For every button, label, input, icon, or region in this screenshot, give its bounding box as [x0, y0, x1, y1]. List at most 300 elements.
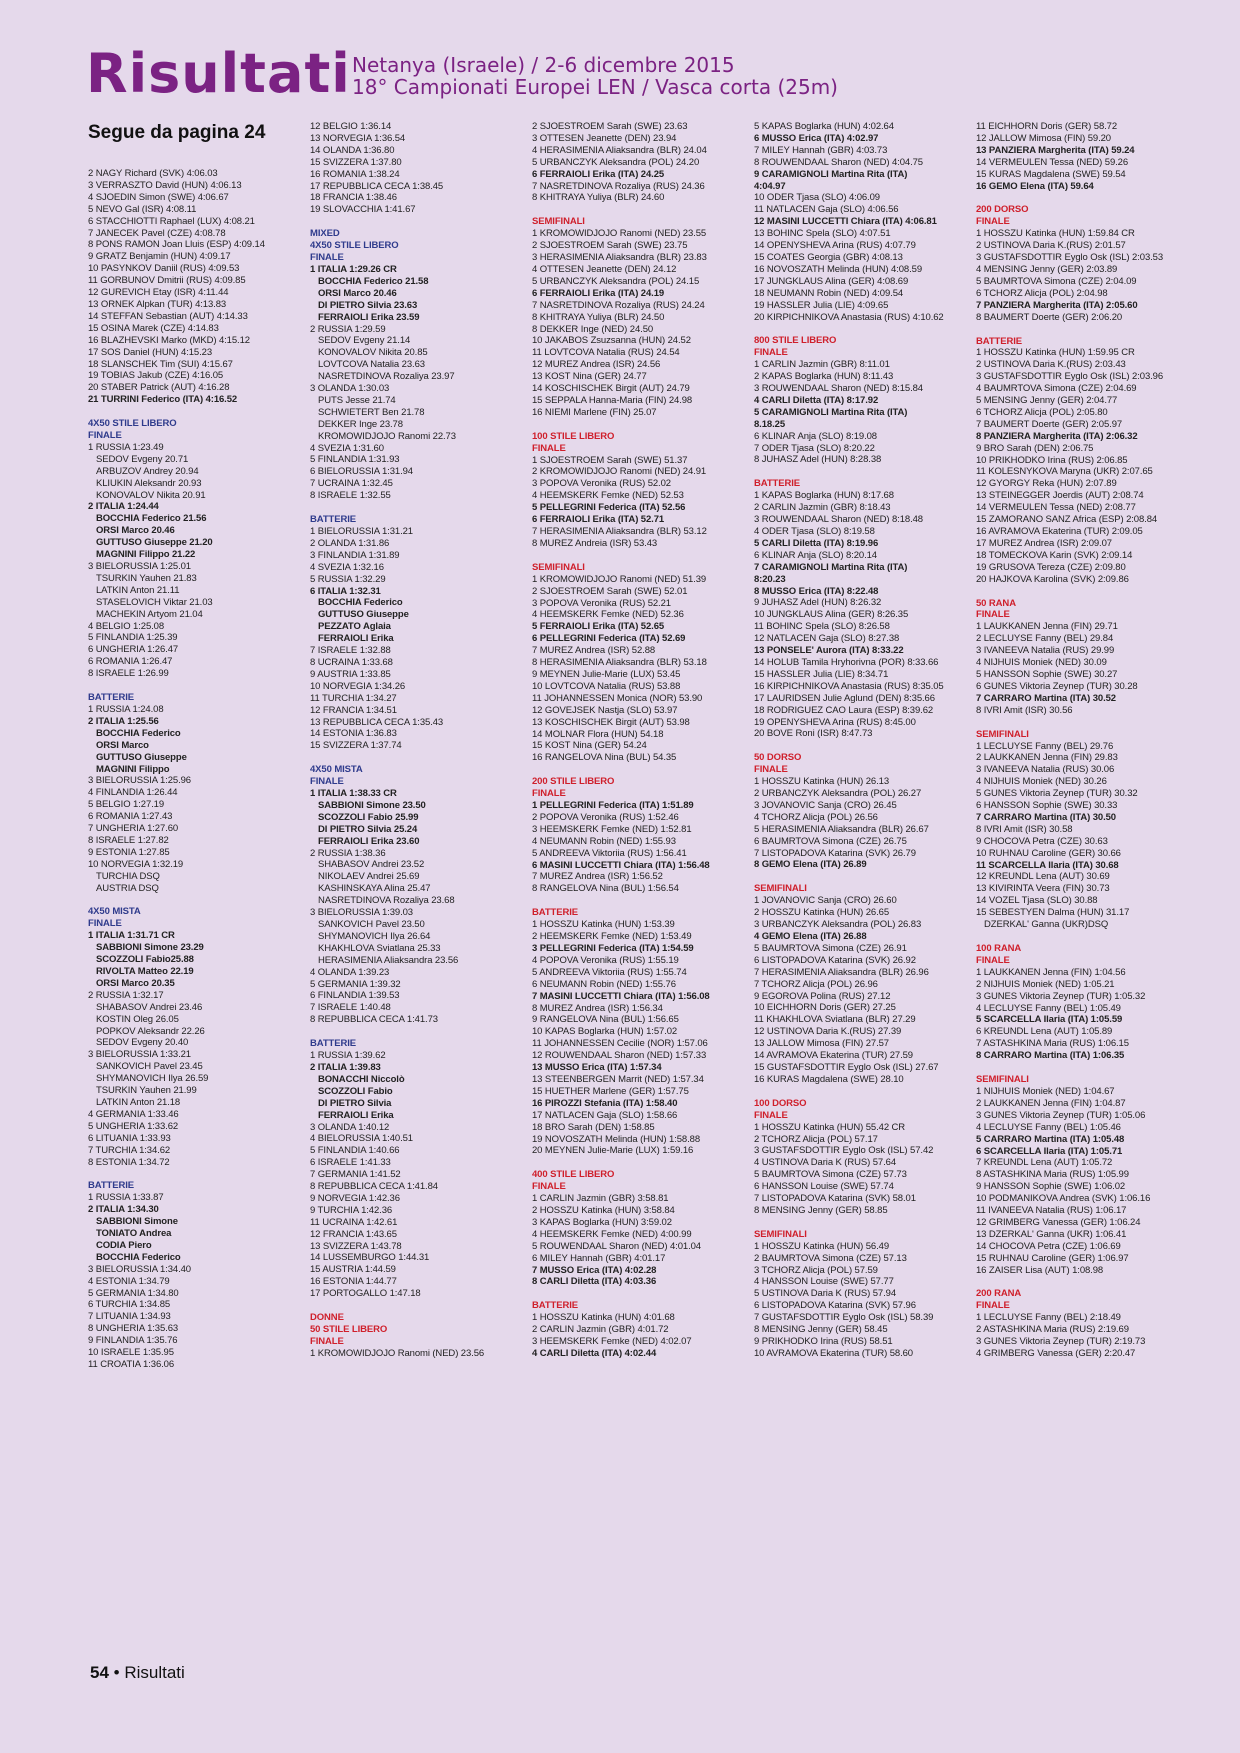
result-line: SHYMANOVICH Ilya 26.64	[318, 930, 431, 942]
section-heading: FINALE	[310, 252, 344, 264]
result-line: 3 OTTESEN Jeanette (DEN) 23.94	[532, 132, 677, 144]
result-line: 14 HOLUB Tamila Hryhorivna (POR) 8:33.66	[754, 656, 939, 668]
result-line: 15 OSINA Marek (CZE) 4:14.83	[88, 322, 219, 334]
result-line: RIVOLTA Matteo 22.19	[96, 966, 194, 977]
result-line: 4 SVEZIA 1:32.16	[310, 561, 384, 573]
result-line: 16 NIEMI Marlene (FIN) 25.07	[532, 406, 657, 418]
result-line: 2 BAUMRTOVA Simona (CZE) 57.13	[754, 1252, 907, 1264]
result-line: HERASIMENIA Aliaksandra 23.56	[318, 954, 459, 966]
result-line: SHABASOV Andrei 23.52	[318, 859, 425, 871]
result-line: 1 HOSSZU Katinka (HUN) 56.49	[754, 1240, 889, 1252]
result-line: 2 HOSSZU Katinka (HUN) 3:58.84	[532, 1205, 675, 1217]
result-line: 1 HOSSZU Katinka (HUN) 1:53.39	[532, 919, 675, 931]
result-line: 4 NIJHUIS Moniek (NED) 30.26	[976, 776, 1107, 788]
result-line: 13 BOHINC Spela (SLO) 4:07.51	[754, 228, 891, 240]
result-line: 3 BIELORUSSIA 1:39.03	[310, 907, 413, 919]
result-line: SEDOV Evgeny 21.14	[318, 335, 411, 347]
result-line: 7 NASRETDINOVA Rozaliya (RUS) 24.24	[532, 299, 705, 311]
results-section	[88, 906, 276, 1168]
result-line: 8 ASTASHKINA Maria (RUS) 1:05.99	[976, 1169, 1129, 1181]
result-line: 14 CHOCOVA Petra (CZE) 1:06.69	[976, 1240, 1121, 1252]
result-line: 7 ISRAELE 1:32.88	[310, 645, 391, 657]
result-line: 7 LISTOPADOVA Katarina (SVK) 58.01	[754, 1193, 916, 1205]
result-line: 13 SVIZZERA 1:43.78	[310, 1240, 402, 1252]
result-line: 19 SLOVACCHIA 1:41.67	[310, 204, 416, 216]
result-line: 18 SLANSCHEK Tim (SUI) 4:15.67	[88, 358, 233, 370]
result-line: 11 EICHHORN Doris (GER) 58.72	[976, 121, 1118, 132]
result-line: 15 SVIZZERA 1:37.74	[310, 740, 402, 752]
result-line: 14 VOZEL Tjasa (SLO) 30.88	[976, 895, 1098, 907]
result-line: 3 PELLEGRINI Federica (ITA) 1:54.59	[532, 943, 694, 954]
result-line: 14 VERMEULEN Tessa (NED) 59.26	[976, 156, 1129, 168]
result-line: 11 JOHANNESSEN Monica (NOR) 53.90	[532, 692, 703, 704]
section-heading: 100 DORSO	[754, 1097, 807, 1109]
section-heading: BATTERIE	[532, 1300, 578, 1312]
result-line: 13 PONSELE' Aurora (ITA) 8:33.22	[754, 645, 904, 657]
section-heading: SEMIFINALI	[754, 1228, 807, 1240]
result-line: 1 KAPAS Boglarka (HUN) 8:17.68	[754, 490, 894, 502]
result-line: 4:04.97	[754, 180, 786, 192]
section-heading: FINALE	[532, 788, 566, 800]
section-heading: SEMIFINALI	[532, 561, 585, 573]
result-line: 5 GUNES Viktoria Zeynep (TUR) 30.32	[976, 788, 1138, 800]
result-line: 1 HOSSZU Katinka (HUN) 4:01.68	[532, 1312, 675, 1324]
result-line: 6 PELLEGRINI Federica (ITA) 52.69	[532, 633, 686, 645]
result-line: LATKIN Anton 21.18	[96, 1096, 181, 1108]
result-line: 17 LAURIDSEN Julie Aglund (DEN) 8:35.66	[754, 692, 935, 704]
result-line: 8 MENSING Jenny (GER) 58.85	[754, 1204, 888, 1216]
result-line: SHABASOV Andrei 23.46	[96, 1001, 203, 1013]
result-line: 2 CARLIN Jazmin (GBR) 8:18.43	[754, 502, 891, 514]
result-line: MACHEKIN Artyom 21.04	[96, 608, 203, 620]
result-line: 20 HAJKOVA Karolina (SVK) 2:09.86	[976, 573, 1129, 585]
result-line: 6 TCHORZ Alicja (POL) 2:05.80	[976, 406, 1108, 418]
result-line: SABBIONI Simone 23.29	[96, 942, 204, 954]
result-line: SHYMANOVICH Ilya 26.59	[96, 1073, 209, 1085]
result-line: 4 GEMO Elena (ITA) 26.88	[754, 931, 867, 942]
result-line: 6 ITALIA 1:32.31	[310, 585, 381, 597]
result-line: 16 ZAISER Lisa (AUT) 1:08.98	[976, 1264, 1104, 1276]
result-line: 4 MENSING Jenny (GER) 2:03.89	[976, 263, 1118, 275]
result-line: SABBIONI Simone	[96, 1216, 178, 1228]
result-line: 12 FRANCIA 1:34.51	[310, 704, 397, 716]
footer-label: Risultati	[124, 1663, 185, 1682]
result-line: 3 HERASIMENIA Aliaksandra (BLR) 23.83	[532, 252, 707, 264]
result-line: 8 MUSSO Erica (ITA) 8:22.48	[754, 585, 879, 597]
page-footer	[90, 1663, 185, 1683]
result-line: 11 BOHINC Spela (SLO) 8:26.58	[754, 621, 890, 633]
result-line: 14 AVRAMOVA Ekaterina (TUR) 27.59	[754, 1050, 913, 1062]
section-heading: 4X50 STILE LIBERO	[88, 418, 177, 430]
results-section	[310, 764, 498, 1026]
result-line: 5 URBANCZYK Aleksandra (POL) 24.20	[532, 156, 700, 168]
result-line: 3 OLANDA 1:40.12	[310, 1121, 390, 1133]
results-section	[754, 1098, 942, 1217]
result-line: 7 MILEY Hannah (GBR) 4:03.73	[754, 144, 888, 156]
result-line: DI PIETRO Silvia 25.24	[318, 823, 418, 835]
result-line: 9 TURCHIA 1:42.36	[310, 1204, 393, 1216]
result-line: 8.18.25	[754, 418, 785, 430]
result-line: 4 BAUMRTOVA Simona (CZE) 2:04.69	[976, 383, 1137, 395]
result-line: 13 MUSSO Erica (ITA) 1:57.34	[532, 1062, 662, 1074]
result-line: 3 GUNES Viktoria Zeynep (TUR) 1:05.06	[976, 1109, 1146, 1121]
section-heading: BATTERIE	[532, 907, 578, 919]
result-line: 9 PRIKHODKO Irina (RUS) 58.51	[754, 1336, 893, 1347]
result-line: 4 GRIMBERG Vanessa (GER) 2:20.47	[976, 1348, 1136, 1359]
result-line: FERRAIOLI Erika	[318, 633, 394, 645]
result-line: 1 JOVANOVIC Sanja (CRO) 26.60	[754, 895, 897, 907]
result-line: 5 BAUMRTOVA Simona (CZE) 57.73	[754, 1169, 907, 1181]
result-line: 2 POPOVA Veronika (RUS) 1:52.46	[532, 811, 679, 823]
result-line: 4 LECLUYSE Fanny (BEL) 1:05.49	[976, 1002, 1121, 1014]
result-line: SEDOV Evgeny 20.40	[96, 1037, 189, 1049]
results-column-1	[88, 168, 276, 1371]
result-line: 1 HOSSZU Katinka (HUN) 26.13	[754, 776, 889, 788]
result-line: KROMOWIDJOJO Ranomi 22.73	[318, 430, 456, 442]
result-line: 7 GUSTAFSDOTTIR Eyglo Osk (ISL) 58.39	[754, 1312, 934, 1324]
results-section	[88, 692, 276, 894]
result-line: 6 LITUANIA 1:33.93	[88, 1132, 171, 1144]
results-section	[754, 121, 942, 323]
result-line: GUTTUSO Giuseppe	[318, 609, 409, 621]
results-section	[754, 1229, 942, 1360]
result-line: 15 AUSTRIA 1:44.59	[310, 1264, 396, 1276]
result-line: 1 HOSSZU Katinka (HUN) 55.42 CR	[754, 1121, 906, 1133]
section-heading: FINALE	[754, 1109, 788, 1121]
result-line: 2 ITALIA 1:25.56	[88, 715, 159, 727]
result-line: 15 SEPPALA Hanna-Maria (FIN) 24.98	[532, 394, 693, 406]
result-line: 9 CARAMIGNOLI Martina Rita (ITA)	[754, 168, 908, 180]
results-section	[532, 121, 720, 204]
result-line: 8 JUHASZ Adel (HUN) 8:28.38	[754, 454, 882, 466]
result-line: 19 OPENYSHEVA Arina (RUS) 8:45.00	[754, 716, 916, 728]
section-heading: 4X50 STILE LIBERO	[310, 240, 399, 252]
result-line: 9 ESTONIA 1:27.85	[88, 846, 170, 858]
result-line: 6 LISTOPADOVA Katarina (SVK) 57.96	[754, 1300, 916, 1312]
result-line: 8 ISRAELE 1:32.55	[310, 490, 391, 502]
result-line: 15 SVIZZERA 1:37.80	[310, 156, 402, 168]
result-line: 9 GRATZ Benjamin (HUN) 4:09.17	[88, 251, 231, 263]
section-heading: 400 STILE LIBERO	[532, 1169, 615, 1181]
result-line: 1 LECLUYSE Fanny (BEL) 29.76	[976, 740, 1114, 752]
section-heading: DONNE	[310, 1312, 344, 1324]
result-line: 8 BAUMERT Doerte (GER) 2:06.20	[976, 311, 1123, 323]
result-line: 10 JAKABOS Zsuzsanna (HUN) 24.52	[532, 335, 691, 347]
result-line: 4 OLANDA 1:39.23	[310, 966, 390, 978]
result-line: 18 TOMECKOVA Karin (SVK) 2:09.14	[976, 549, 1133, 561]
result-line: 15 HUETHER Marlene (GER) 1:57.75	[532, 1085, 689, 1097]
result-line: 8 MUREZ Andreia (ISR) 53.43	[532, 537, 658, 549]
result-line: 11 NATLACEN Gaja (SLO) 4:06.56	[754, 204, 899, 216]
result-line: 2 CARLIN Jazmin (GBR) 4:01.72	[532, 1324, 669, 1336]
result-line: 5 UNGHERIA 1:33.62	[88, 1120, 179, 1132]
result-line: 8 RANGELOVA Nina (BUL) 1:56.54	[532, 883, 679, 895]
result-line: 1 RUSSIA 1:33.87	[88, 1192, 164, 1204]
result-line: 2 LAUKKANEN Jenna (FIN) 29.83	[976, 752, 1118, 764]
result-line: DI PIETRO Silvia	[318, 1097, 392, 1109]
result-line: 8 PANZIERA Margherita (ITA) 2:06.32	[976, 430, 1138, 442]
result-line: TSURKIN Yauhen 21.99	[96, 1085, 197, 1097]
result-line: 15 GUSTAFSDOTTIR Eyglo Osk (ISL) 27.67	[754, 1061, 939, 1073]
result-line: 2 NAGY Richard (SVK) 4:06.03	[88, 168, 218, 179]
result-line: 5 GERMANIA 1:34.80	[88, 1287, 179, 1299]
result-line: 14 STEFFAN Sebastian (AUT) 4:14.33	[88, 310, 248, 322]
result-line: 8 ESTONIA 1:34.72	[88, 1156, 170, 1168]
result-line: 5 HERASIMENIA Aliaksandra (BLR) 26.67	[754, 823, 929, 835]
result-line: 6 HANSSON Sophie (SWE) 30.33	[976, 800, 1118, 812]
result-line: 12 GUREVICH Etay (ISR) 4:11.44	[88, 287, 229, 299]
result-line: 1 ITALIA 1:31.71 CR	[88, 930, 175, 942]
result-line: 5 CARRARO Martina (ITA) 1:05.48	[976, 1133, 1125, 1145]
result-line: 11 SCARCELLA Ilaria (ITA) 30.68	[976, 859, 1119, 871]
results-column-4	[754, 121, 942, 1360]
result-line: PUTS Jesse 21.74	[318, 394, 396, 406]
result-line: 10 NORVEGIA 1:32.19	[88, 858, 184, 870]
result-line: 8 UNGHERIA 1:35.63	[88, 1323, 179, 1335]
results-section	[976, 729, 1164, 931]
result-line: 3 GUSTAFSDOTTIR Eyglo Osk (ISL) 2:03.96	[976, 371, 1164, 383]
result-line: 2 HEEMSKERK Femke (NED) 1:53.49	[532, 931, 692, 943]
result-line: ORSI Marco	[96, 739, 149, 751]
result-line: 10 EICHHORN Doris (GER) 27.25	[754, 1002, 896, 1014]
result-line: 8 MENSING Jenny (GER) 58.45	[754, 1324, 888, 1336]
results-section	[754, 478, 942, 740]
result-line: 1 RUSSIA 1:23.49	[88, 441, 164, 453]
result-line: 5 ROUWENDAAL Sharon (NED) 4:01.04	[532, 1240, 701, 1252]
result-line: 17 MUREZ Andrea (ISR) 2:09.07	[976, 537, 1112, 549]
result-line: 2 KROMOWIDJOJO Ranomi (NED) 24.91	[532, 466, 707, 478]
result-line: 10 JUNGKLAUS Alina (GER) 8:26.35	[754, 609, 909, 621]
result-line: 16 BLAZHEVSKI Marko (MKD) 4:15.12	[88, 334, 250, 346]
result-line: GUTTUSO Giuseppe 21.20	[96, 537, 213, 549]
result-line: 7 ASTASHKINA Maria (RUS) 1:06.15	[976, 1038, 1129, 1050]
result-line: 4 NEUMANN Robin (NED) 1:55.93	[532, 835, 676, 847]
section-heading: 50 RANA	[976, 597, 1016, 609]
continued-from-label: Segue da pagina 24	[88, 122, 266, 143]
result-line: 8 CARRARO Martina (ITA) 1:06.35	[976, 1050, 1125, 1062]
result-line: 5 MENSING Jenny (GER) 2:04.77	[976, 395, 1118, 407]
result-line: CODIA Piero	[96, 1239, 152, 1251]
section-heading: FINALE	[754, 347, 788, 359]
result-line: 4 BIELORUSSIA 1:40.51	[310, 1133, 413, 1145]
result-line: 5 HANSSON Sophie (SWE) 30.27	[976, 668, 1118, 680]
result-line: 2 ITALIA 1:34.30	[88, 1204, 159, 1216]
result-line: 12 NATLACEN Gaja (SLO) 8:27.38	[754, 633, 900, 645]
section-heading: BATTERIE	[310, 1038, 356, 1050]
result-line: 6 TCHORZ Alicja (POL) 2:04.98	[976, 287, 1108, 299]
result-line: 7 LISTOPADOVA Katarina (SVK) 26.79	[754, 847, 916, 859]
result-line: 5 ANDREEVA Viktoriia (RUS) 1:56.41	[532, 847, 687, 859]
result-line: 13 STEENBERGEN Marrit (NED) 1:57.34	[532, 1073, 704, 1085]
result-line: 11 LOVTCOVA Natalia (RUS) 24.54	[532, 347, 680, 359]
result-line: 13 NORVEGIA 1:36.54	[310, 132, 406, 144]
section-heading: SEMIFINALI	[532, 216, 585, 228]
result-line: 16 KIRPICHNIKOVA Anastasia (RUS) 8:35.05	[754, 680, 944, 692]
results-section	[754, 883, 942, 1085]
result-line: 4 ODER Tjasa (SLO) 8:19.58	[754, 526, 875, 537]
result-line: 4 SJOEDIN Simon (SWE) 4:06.67	[88, 191, 229, 203]
result-line: 12 GYORGY Reka (HUN) 2:07.89	[976, 478, 1117, 490]
result-line: 11 CROATIA 1:36.06	[88, 1359, 175, 1370]
result-line: 8 UCRAINA 1:33.68	[310, 656, 393, 668]
result-line: 6 TURCHIA 1:34.85	[88, 1299, 171, 1311]
result-line: 2 NIJHUIS Moniek (NED) 1:05.21	[976, 978, 1115, 990]
result-line: KASHINSKAYA Alina 25.47	[318, 883, 431, 895]
result-line: 3 IVANEEVA Natalia (RUS) 30.06	[976, 764, 1115, 776]
result-line: MAGNINI Filippo	[96, 763, 170, 775]
footer-bullet: •	[113, 1663, 120, 1682]
result-line: 18 NEUMANN Robin (NED) 4:09.54	[754, 287, 904, 299]
result-line: 13 DZERKAL' Ganna (UKR) 1:06.41	[976, 1228, 1127, 1240]
result-line: MAGNINI Filippo 21.22	[96, 549, 196, 561]
result-line: 9 FINLANDIA 1:35.76	[88, 1335, 178, 1347]
result-line: 7 BAUMERT Doerte (GER) 2:05.97	[976, 418, 1123, 430]
result-line: 4 HEEMSKERK Femke (NED) 4:00.99	[532, 1228, 692, 1240]
result-line: 12 FRANCIA 1:43.65	[310, 1228, 397, 1240]
result-line: 5 FINLANDIA 1:31.93	[310, 454, 400, 466]
results-column-2	[310, 121, 498, 1360]
result-line: 3 HEEMSKERK Femke (NED) 4:02.07	[532, 1336, 692, 1348]
section-heading: BATTERIE	[88, 692, 134, 704]
result-line: 12 KREUNDL Lena (AUT) 30.69	[976, 871, 1110, 883]
section-heading: FINALE	[976, 1300, 1010, 1312]
result-line: 8 ROUWENDAAL Sharon (NED) 4:04.75	[754, 156, 923, 168]
result-line: 9 BRO Sarah (DEN) 2:06.75	[976, 442, 1094, 454]
result-line: 1 ITALIA 1:29.26 CR	[310, 263, 397, 275]
result-line: 8 ISRAELE 1:27.82	[88, 834, 169, 846]
result-line: 10 NORVEGIA 1:34.26	[310, 680, 406, 692]
result-line: 19 GRUSOVA Tereza (CZE) 2:09.80	[976, 561, 1126, 573]
result-line: 16 GEMO Elena (ITA) 59.64	[976, 180, 1094, 192]
result-line: 13 KOSCHISCHEK Birgit (AUT) 53.98	[532, 716, 690, 728]
result-line: 14 VERMEULEN Tessa (NED) 2:08.77	[976, 502, 1136, 514]
result-line: 1 LAUKKANEN Jenna (FIN) 29.71	[976, 621, 1118, 633]
result-line: 6 KLINAR Anja (SLO) 8:20.14	[754, 549, 877, 561]
section-heading: FINALE	[88, 430, 122, 442]
result-line: 8 REPUBBLICA CECA 1:41.84	[310, 1181, 438, 1193]
result-line: 6 MUSSO Erica (ITA) 4:02.97	[754, 132, 879, 144]
result-line: PEZZATO Aglaia	[318, 621, 391, 633]
result-line: 8 CARLI Diletta (ITA) 4:03.36	[532, 1276, 657, 1288]
result-line: 8 IVRI Amit (ISR) 30.58	[976, 823, 1073, 835]
result-line: 8 KHITRAYA Yuliya (BLR) 24.60	[532, 192, 665, 204]
results-section	[88, 418, 276, 680]
result-line: 16 RANGELOVA Nina (BUL) 54.35	[532, 752, 677, 764]
result-line: KONOVALOV Nikita 20.91	[96, 489, 206, 501]
result-line: 20 MEYNEN Julie-Marie (LUX) 1:59.16	[532, 1145, 694, 1157]
result-line: 11 KOLESNYKOVA Maryna (UKR) 2:07.65	[976, 466, 1153, 478]
results-section	[88, 1180, 276, 1371]
result-line: 2 TCHORZ Alicja (POL) 57.17	[754, 1133, 878, 1145]
section-heading: FINALE	[532, 442, 566, 454]
results-section	[310, 1038, 498, 1300]
result-line: SANKOVICH Pavel 23.45	[96, 1061, 203, 1073]
result-line: 8 KHITRAYA Yuliya (BLR) 24.50	[532, 311, 665, 323]
result-line: 13 KIVIRINTA Veera (FIN) 30.73	[976, 883, 1110, 895]
result-line: 3 TCHORZ Alicja (POL) 57.59	[754, 1264, 878, 1276]
section-heading: FINALE	[976, 954, 1010, 966]
result-line: 15 SEBESTYEN Dalma (HUN) 31.17	[976, 907, 1130, 919]
result-line: 7 NASRETDINOVA Rozaliya (RUS) 24.36	[532, 180, 705, 192]
result-line: 6 SCARCELLA Ilaria (ITA) 1:05.71	[976, 1145, 1123, 1157]
result-line: 9 RANGELOVA Nina (BUL) 1:56.65	[532, 1014, 679, 1026]
section-heading: FINALE	[976, 609, 1010, 621]
result-line: 16 AVRAMOVA Ekaterina (TUR) 2:09.05	[976, 526, 1143, 537]
result-line: 8 GEMO Elena (ITA) 26.89	[754, 859, 867, 871]
result-line: 17 REPUBBLICA CECA 1:38.45	[310, 180, 444, 192]
result-line: 2 LAUKKANEN Jenna (FIN) 1:04.87	[976, 1097, 1126, 1109]
result-line: SABBIONI Simone 23.50	[318, 799, 426, 811]
result-line: 7 CARRARO Martina (ITA) 30.52	[976, 692, 1116, 704]
result-line: 15 ZAMORANO SANZ Africa (ESP) 2:08.84	[976, 514, 1158, 526]
result-line: 2 USTINOVA Daria K.(RUS) 2:03.43	[976, 359, 1126, 371]
result-line: 7 CARAMIGNOLI Martina Rita (ITA)	[754, 561, 908, 573]
section-heading: FINALE	[532, 1181, 566, 1193]
result-line: 13 REPUBBLICA CECA 1:35.43	[310, 716, 444, 728]
result-line: 13 PANZIERA Margherita (ITA) 59.24	[976, 144, 1135, 156]
result-line: 12 USTINOVA Daria K.(RUS) 27.39	[754, 1026, 902, 1038]
result-line: SANKOVICH Pavel 23.50	[318, 919, 425, 930]
result-line: 11 UCRAINA 1:42.61	[310, 1216, 398, 1228]
result-line: 1 CARLIN Jazmin (GBR) 3:58.81	[532, 1193, 669, 1205]
result-line: 7 MUSSO Erica (ITA) 4:02.28	[532, 1264, 657, 1276]
result-line: KONOVALOV Nikita 20.85	[318, 347, 428, 359]
result-line: KLIUKIN Aleksandr 20.93	[96, 477, 202, 489]
result-line: FERRAIOLI Erika 23.60	[318, 835, 420, 847]
result-line: 4 BELGIO 1:25.08	[88, 620, 165, 632]
result-line: 3 GUSTAFSDOTTIR Eyglo Osk (ISL) 57.42	[754, 1145, 934, 1157]
event-name: 18° Campionati Europei LEN / Vasca corta (25m)	[352, 75, 838, 99]
result-line: 8 PONS RAMON Joan Lluis (ESP) 4:09.14	[88, 239, 265, 251]
result-line: 1 HOSSZU Katinka (HUN) 1:59.95 CR	[976, 347, 1135, 359]
result-line: 8 REPUBBLICA CECA 1:41.73	[310, 1014, 438, 1026]
result-line: 2 USTINOVA Daria K.(RUS) 2:01.57	[976, 240, 1126, 252]
results-section	[976, 204, 1164, 323]
result-line: 18 BRO Sarah (DEN) 1:58.85	[532, 1121, 655, 1133]
result-line: FERRAIOLI Erika	[318, 1109, 394, 1121]
result-line: 5 FERRAIOLI Erika (ITA) 52.65	[532, 621, 665, 633]
result-line: 9 HANSSON Sophie (SWE) 1:06.02	[976, 1181, 1126, 1193]
result-line: TURCHIA DSQ	[96, 870, 160, 882]
result-line: 7 HERASIMENIA Aliaksandra (BLR) 26.96	[754, 966, 929, 978]
result-line: 12 BELGIO 1:36.14	[310, 121, 392, 132]
result-line: 7 HERASIMENIA Aliaksandra (BLR) 53.12	[532, 526, 707, 537]
results-section	[976, 1288, 1164, 1359]
result-line: 7 MUREZ Andrea (ISR) 1:56.52	[532, 871, 663, 883]
result-line: 5 FINLANDIA 1:25.39	[88, 632, 178, 644]
result-line: 2 SJOESTROEM Sarah (SWE) 52.01	[532, 585, 688, 597]
result-line: 8:20.23	[754, 573, 786, 585]
section-heading: 4X50 MISTA	[310, 764, 363, 776]
result-line: 13 STEINEGGER Joerdis (AUT) 2:08.74	[976, 490, 1144, 502]
result-line: BOCCHIA Federico	[96, 1251, 181, 1263]
result-line: STASELOVICH Viktar 21.03	[96, 596, 213, 608]
result-line: 14 MOLNAR Flora (HUN) 54.18	[532, 728, 664, 740]
result-line: SCOZZOLI Fabio	[318, 1085, 393, 1097]
event-location-dates: Netanya (Israele) / 2-6 dicembre 2015	[352, 53, 735, 77]
result-line: 7 LITUANIA 1:34.93	[88, 1311, 171, 1323]
result-line: 11 JOHANNESSEN Cecilie (NOR) 1:57.06	[532, 1038, 708, 1050]
result-line: SEDOV Evgeny 20.71	[96, 453, 189, 465]
result-line: 6 ROMANIA 1:27.43	[88, 811, 173, 823]
result-line: 11 TURCHIA 1:34.27	[310, 692, 397, 704]
result-line: ARBUZOV Andrey 20.94	[96, 465, 199, 477]
section-heading: BATTERIE	[88, 1180, 134, 1192]
result-line: 2 SJOESTROEM Sarah (SWE) 23.75	[532, 240, 688, 252]
result-line: 10 KAPAS Boglarka (HUN) 1:57.02	[532, 1026, 678, 1038]
result-line: 18 RODRIGUEZ CAO Laura (ESP) 8:39.62	[754, 704, 934, 716]
result-line: 7 ISRAELE 1:40.48	[310, 1002, 391, 1014]
